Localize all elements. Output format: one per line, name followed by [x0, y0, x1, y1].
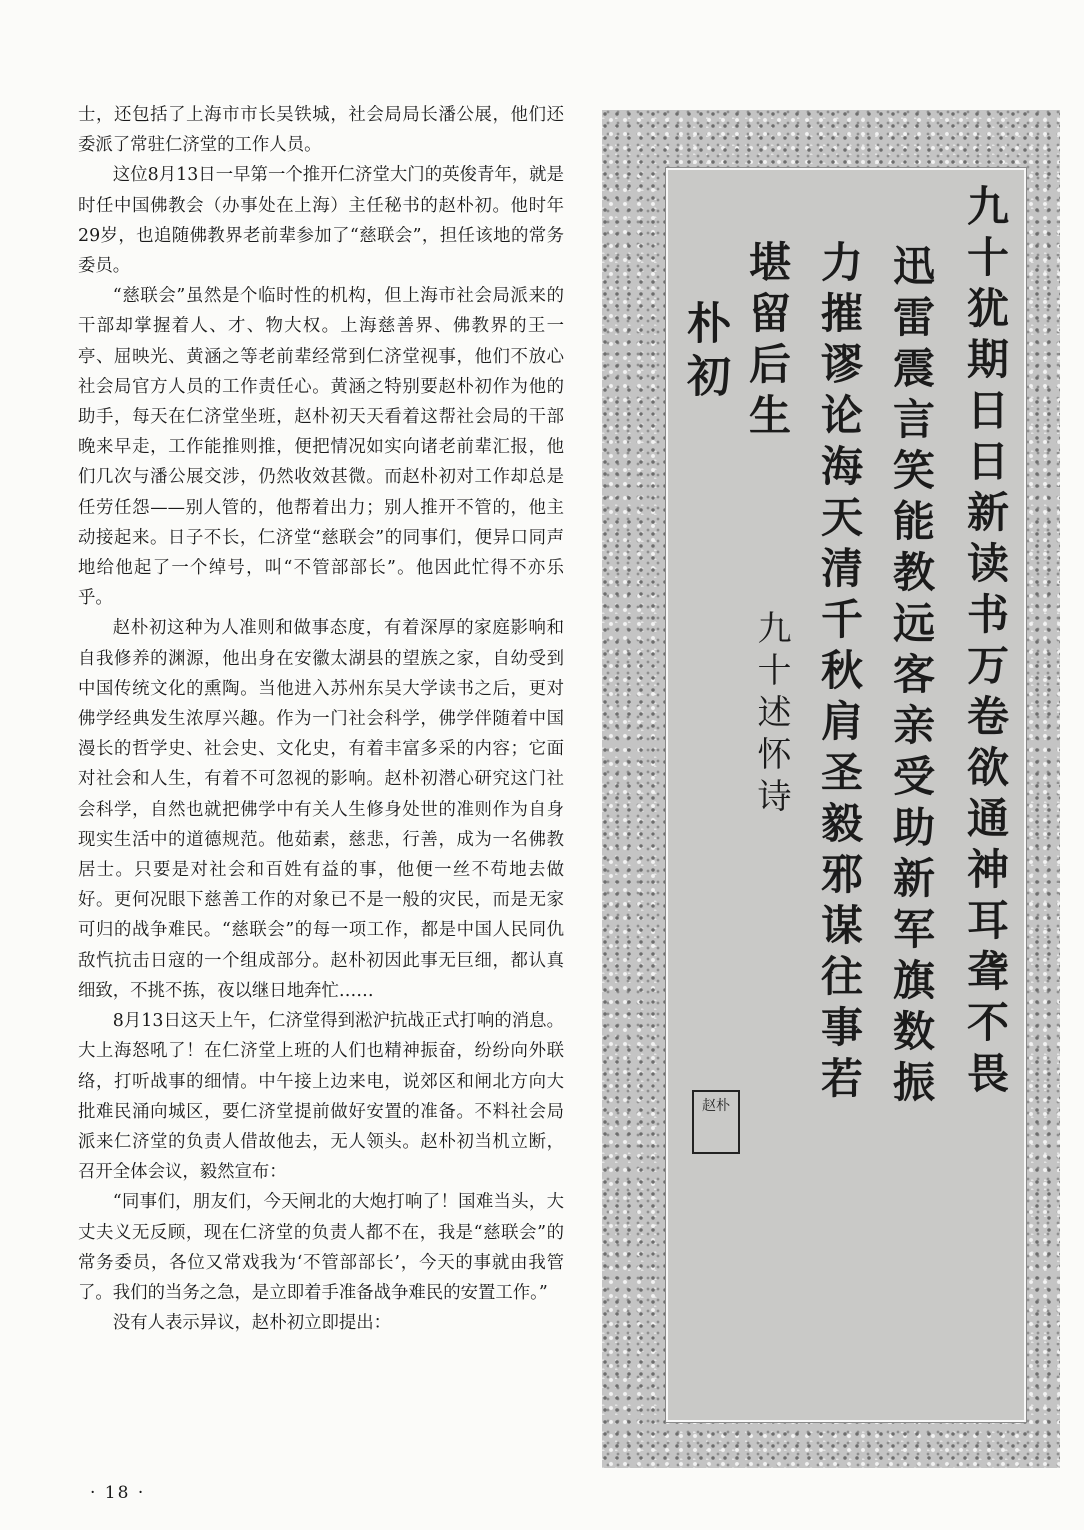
paragraph: 士，还包括了上海市市长吴铁城，社会局局长潘公展，他们还委派了常驻仁济堂的工作人员。: [78, 105, 564, 156]
paragraph: 没有人表示异议，赵朴初立即提出：: [112, 1313, 392, 1334]
paragraph: 8月13日这天上午，仁济堂得到淞沪抗战正式打响的消息。大上海怒吼了！在仁济堂上班的人们也精神振奋，纷纷向外联络，打听战事的细情。中午接上边来电，说郊区和闸北方向大批难民涌向城区，要仁济堂提前做好安置的准备。不料社会局派来仁济堂的负责人借故他去，无人领头。赵朴初当机立断，召开全体会议，毅然宣布：: [78, 1011, 564, 1183]
article-body: [78, 100, 564, 1338]
calligraphy-panel: [666, 168, 1026, 1422]
paragraph: “同事们，朋友们，今天闸北的大炮打响了！国难当头，大丈夫义无反顾，现在仁济堂的负责人都不在，我是“慈联会”的常务委员，各位又常戏我为‘不管部部长’，今天的事就由我管了。我们的当务之急，是立即着手准备战争难民的安置工作。”: [78, 1192, 564, 1303]
calligraphy-column-3: 力摧谬论海天清千秋肩圣毅邪谋往事若: [815, 240, 864, 1107]
calligraphy-column-4: 堪留后生: [743, 240, 792, 444]
calligraphy-column-2: 迅雷震言笑能教远客亲受助新军旗数振: [887, 244, 936, 1111]
paragraph: 赵朴初这种为人准则和做事态度，有着深厚的家庭影响和自我修养的渊源，他出身在安徽太湖县的望族之家，自幼受到中国传统文化的熏陶。当他进入苏州东吴大学读书之后，更对佛学经典发生浓厚兴趣。作为一门社会科学，佛学伴随着中国漫长的哲学史、社会史、文化史，有着丰富多采的内容；它面对社会和人生，有着不可忽视的影响。赵朴初潜心研究这门社会科学，自然也就把佛学中有关人生修身处世的准则作为自身现实生活中的道德规范。他茹素，慈悲，行善，成为一名佛教居士。只要是对社会和百姓有益的事，他便一丝不苟地去做好。更何况眼下慈善工作的对象已不是一般的灾民，而是无家可归的战争难民。“慈联会”的每一项工作，都是中国人民同仇敌忾抗击日寇的一个组成部分。赵朴初因此事无巨细，都认真细致，不挑不拣，夜以继日地奔忙……: [78, 618, 564, 1001]
calligraphy-column-1: 九十犹期日日新读书万卷欲通神耳聋不畏: [961, 184, 1010, 1102]
seal-stamp: 赵朴: [692, 1090, 740, 1154]
paragraph: 这位8月13日一早第一个推开仁济堂大门的英俊青年，就是时任中国佛教会（办事处在上海）主任秘书的赵朴初。他时年29岁，也追随佛教界老前辈参加了“慈联会”，担任该地的常务委员。: [78, 165, 564, 277]
paragraph: “慈联会”虽然是个临时性的机构，但上海市社会局派来的干部却掌握着人、才、物大权。上海慈善界、佛教界的王一亭、屈映光、黄涵之等老前辈经常到仁济堂视事，他们不放心社会局官方人员的工作责任心。黄涵之特别要赵朴初作为他的助手，每天在仁济堂坐班，赵朴初天天看着这帮社会局的干部晚来早走，工作能推则推，便把情况如实向诸老前辈汇报，他们几次与潘公展交涉，仍然收效甚微。而赵朴初对工作却总是任劳任怨——别人管的，他帮着出力；别人推开不管的，他主动接起来。日子不长，仁济堂“慈联会”的同事们，便异口同声地给他起了一个绰号，叫“不管部部长”。他因此忙得不亦乐乎。: [78, 286, 564, 609]
poem-attribution: 九十述怀诗: [751, 610, 791, 820]
calligraphy-scroll: [602, 110, 1060, 1468]
page-number: · 18 ·: [90, 1483, 146, 1503]
signature: 朴初: [679, 300, 730, 406]
